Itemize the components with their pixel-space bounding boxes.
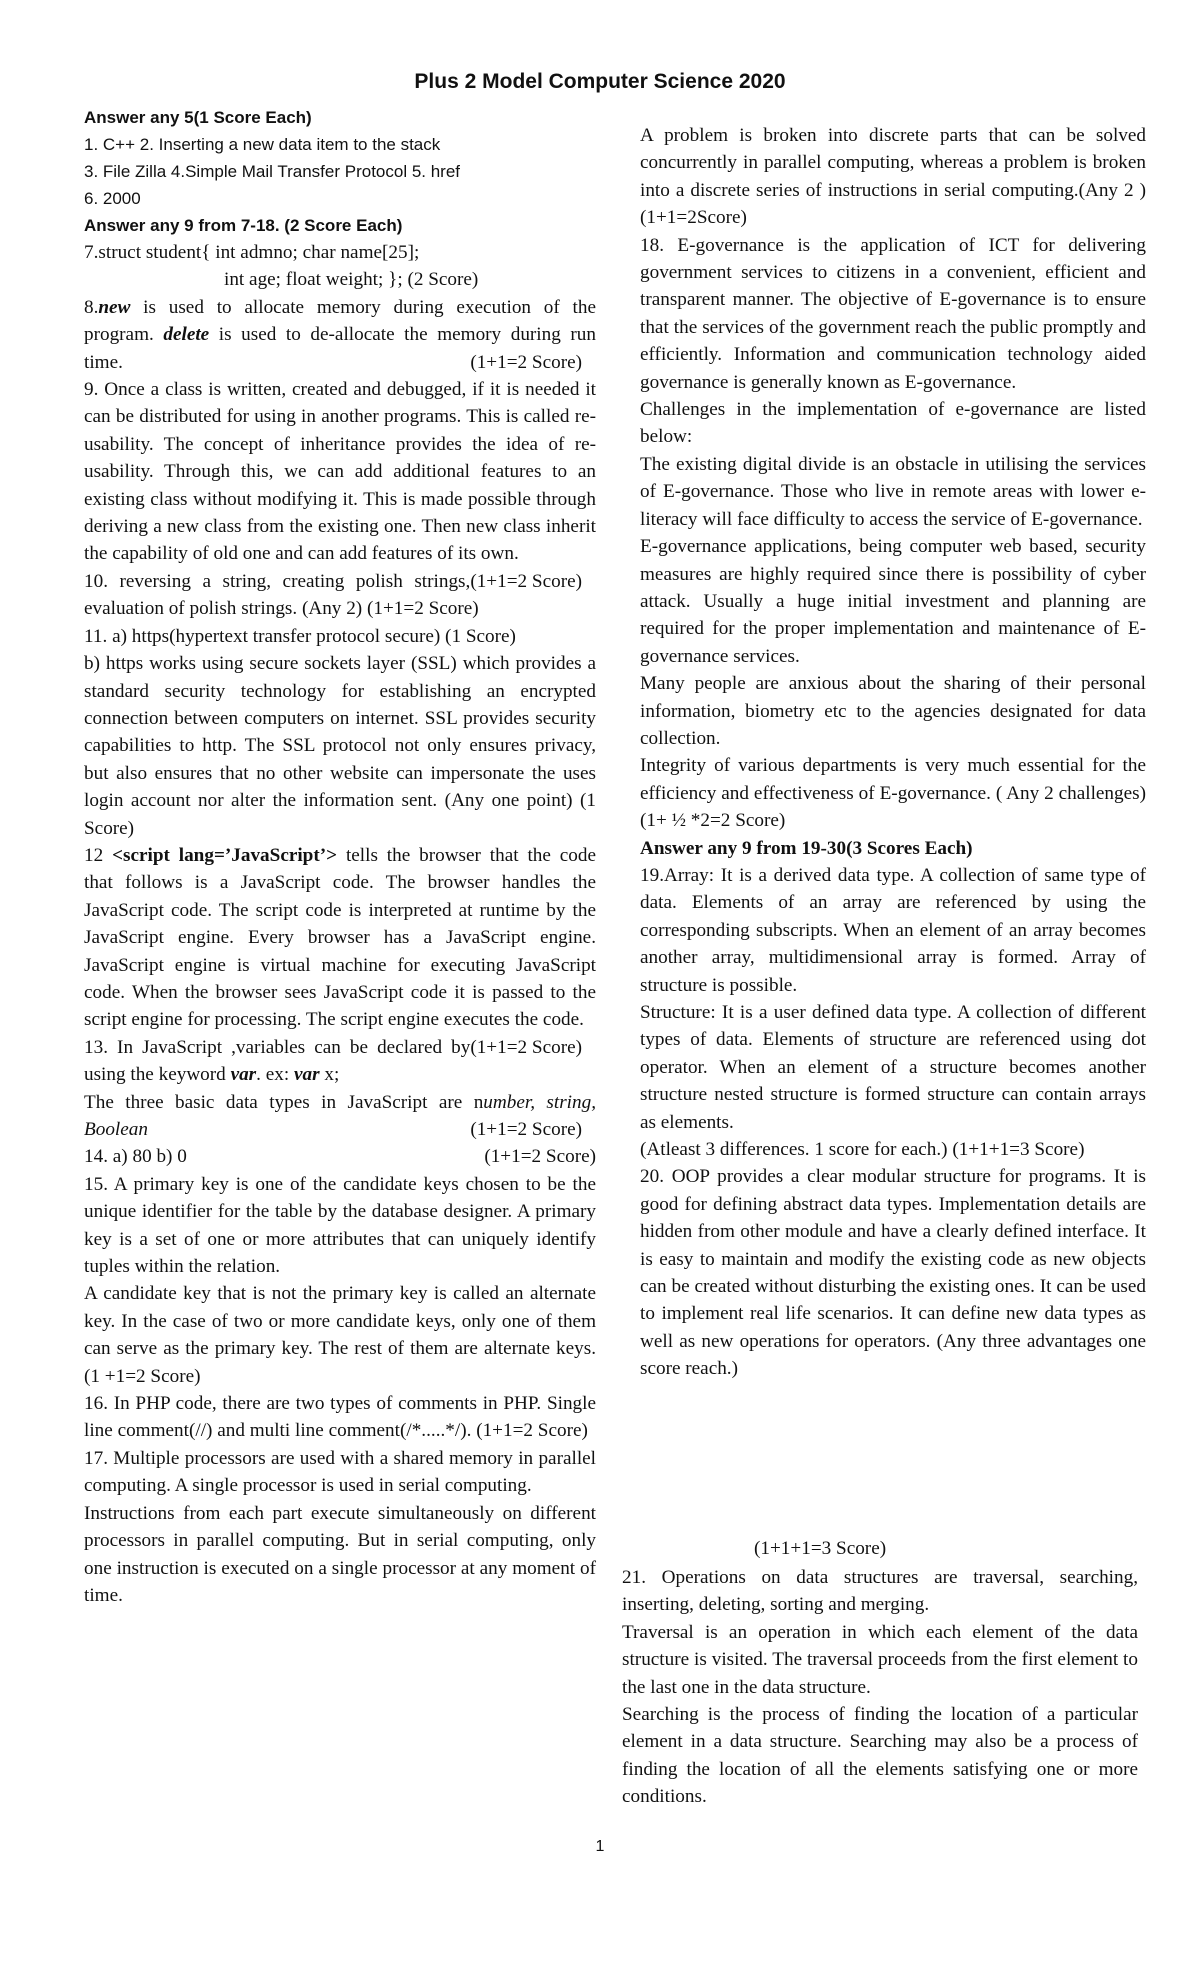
page-title: Plus 2 Model Computer Science 2020 — [414, 70, 786, 93]
answer-18c: The existing digital divide is an obstacle in utilising the services of E-governance. Those who live in remote areas with lower e-literacy will face difficulty to access the service of E-governance. — [640, 453, 1146, 530]
answer-21b: Traversal is an operation in which each element of the data structure is visited. The traversal proceeds from the first element to the last one in the data structure. — [622, 1621, 1138, 1698]
answer-18d: E-governance applications, being computer web based, security measures are highly required since there is possibility of cyber attack. Usually a huge initial investment and planning are required for the proper implementation and maintenance of E-governance services. — [640, 536, 1146, 667]
answer-12-text: tells the browser that the code that follows is a JavaScript code. The browser handles the JavaScript code. The script code is interpreted at runtime by the JavaScript engine. Every browser has a JavaScript engine. JavaScript engine is virtual machine for executing JavaScript code. When the browser sees JavaScript code it is passed to the script engine for processing. The script engine executes the code. — [84, 844, 596, 1031]
keyword-var: var — [230, 1064, 257, 1086]
answer-18f: Integrity of various departments is very much essential for the efficiency and effectiveness of E-governance. ( Any 2 challenges) (1+ ½ *2=2 Score) — [640, 755, 1146, 832]
section2-heading: Answer any 9 from 7-18. (2 Score Each) — [84, 216, 403, 235]
keyword-new: new — [98, 296, 131, 318]
left-column — [84, 104, 596, 1609]
answer-13b-text: The three basic data types in JavaScript are n — [84, 1091, 484, 1113]
answer-17a: 17. Multiple processors are used with a shared memory in parallel computing. A single processor is used in serial computing. — [84, 1447, 596, 1497]
answers-line-3: 6. 2000 — [84, 189, 141, 208]
answer-9-text: 9. Once a class is written, created and debugged, if it is needed it can be distributed for using in another programs. This is called re-usability. The concept of inheritance provides the idea of re-usability. Through this, we can add additional features to an existing class without modifying it. This is made possible through deriving a new class from the existing one. Then new class inherit the capability of old one and can add features of its own. — [84, 379, 596, 565]
answer-11b: b) https works using secure sockets layer (SSL) which provides a standard security technology for establishing an encrypted connection between computers on internet. SSL provides security capabilities to http. The SSL protocol not only ensures privacy, but also ensures that no other website can impersonate the uses login account nor alter the information sent. (Any one point) (1 Score) — [84, 653, 596, 839]
answer-19a: 19.Array: It is a derived data type. A collection of same type of data. Elements of an array are referenced by using the corresponding subscripts. When an element of an array becomes another array, multidimensional array is formed. Array of structure is possible. — [640, 864, 1146, 996]
keyword-var-example: var — [293, 1064, 320, 1086]
section1-heading: Answer any 5(1 Score Each) — [84, 108, 312, 127]
answer-13b-score: (1+1=2 Score) — [470, 1119, 582, 1140]
answer-10: 10. reversing a string, creating polish strings, evaluation of polish strings. (Any 2) (1+1=2 Score) — [84, 570, 479, 620]
answer-17c: A problem is broken into discrete parts that can be solved concurrently in parallel computing, whereas a problem is broken into a discrete series of instructions in serial computing.(Any 2 ) (1+1=2Score) — [640, 125, 1146, 229]
answer-19b: Structure: It is a user defined data type. A collection of different types of data. Elements of structure are referenced using dot operator. When an element of a structure becomes another structure nested structure is formed structure can contain arrays as elements. — [640, 1002, 1146, 1133]
right-column — [640, 122, 1146, 1383]
answer-13-text-2: . ex: — [256, 1064, 294, 1086]
answer-12-number: 12 — [84, 844, 113, 866]
answer-8-number: 8. — [84, 296, 99, 318]
answer-12 — [84, 842, 596, 1058]
answer-8 — [84, 294, 596, 376]
answer-20-score-overlap: (1+1+1=3 Score) — [754, 1538, 887, 1559]
answer-8-text-2: is used to de-allocate the memory during run time. — [84, 324, 596, 373]
answer-14-text: 14. a) 80 b) 0 — [84, 1146, 187, 1168]
answer-13-text-3: x; — [319, 1064, 340, 1086]
section3-heading: Answer any 9 from 19-30(3 Scores Each) — [640, 837, 973, 859]
answers-line-2: 3. File Zilla 4.Simple Mail Transfer Protocol 5. href — [84, 162, 461, 181]
answers-line-1: 1. C++ 2. Inserting a new data item to the stack — [84, 135, 441, 154]
data-types-list: umber, string, Boolean — [84, 1091, 596, 1140]
page-number: 1 — [595, 1838, 605, 1855]
answer-15b: A candidate key that is not the primary key is called an alternate key. In the case of two or more candidate keys, only one of them can serve as the primary key. The rest of them are alternate keys. (1 +1=2 Score) — [84, 1283, 596, 1387]
answer-13-text-1: 13. In JavaScript ,variables can be declared by using the keyword — [84, 1036, 471, 1086]
answer-8-text-1: is used to allocate memory during execution of the program. — [84, 296, 596, 346]
answer-16: 16. In PHP code, there are two types of comments in PHP. Single line comment(//) and multi line comment(/*.....*/). (1+1=2 Score) — [84, 1393, 596, 1442]
answer-18a: 18. E-governance is the application of ICT for delivering government services to citizens in a convenient, efficient and transparent manner. The objective of E-governance is to ensure that the services of the government reach the public promptly and efficiently. Information and communication technology aided governance is generally known as E-governance. — [640, 234, 1146, 393]
answer-7a: 7.struct student{ int admno; char name[25]; — [84, 242, 420, 263]
answer-14-score: (1+1=2 Score) — [484, 1146, 596, 1168]
answer-21-block — [622, 1564, 1138, 1811]
answer-14 — [84, 1143, 596, 1170]
answer-21c: Searching is the process of finding the location of a particular element in a data structure. Searching may also be a process of finding the location of all the elements satisfying one or more conditions. — [622, 1704, 1138, 1808]
answer-21a: 21. Operations on data structures are traversal, searching, inserting, deleting, sorting and merging. — [622, 1567, 1138, 1616]
answer-9-score: (1+1=2 Score) — [470, 570, 582, 592]
answer-20: 20. OOP provides a clear modular structure for programs. It is good for defining abstract data types. Implementation details are hidden from other module and have a clearly defined interface. It is easy to maintain and modify the existing code as new objects can be created without disturbing the existing ones. It can be used to implement real life scenarios. It can define new data types as well as new operations for operators. (Any three advantages one score reach.) — [640, 1166, 1146, 1380]
answer-8-score: (1+1=2 Score) — [470, 351, 582, 373]
answer-12-score: (1+1=2 Score) — [470, 1036, 582, 1058]
keyword-delete: delete — [163, 324, 210, 346]
answer-9 — [84, 376, 596, 592]
answer-7b: int age; float weight; }; (2 Score) — [224, 269, 479, 291]
answer-11a: 11. a) https(hypertext transfer protocol secure) (1 Score) — [84, 625, 516, 647]
answer-19c: (Atleast 3 differences. 1 score for each.) (1+1+1=3 Score) — [640, 1139, 1085, 1161]
answer-13b — [84, 1089, 596, 1144]
script-tag-text: <script lang=’JavaScript’> — [112, 844, 338, 866]
answer-18e: Many people are anxious about the sharing of their personal information, biometry etc to the agencies designated for data collection. — [640, 673, 1146, 749]
answer-18b: Challenges in the implementation of e-governance are listed below: — [640, 399, 1146, 448]
answer-15a: 15. A primary key is one of the candidate keys chosen to be the unique identifier for the table by the database designer. A primary key is a set of one or more attributes that can uniquely identify tuples within the relation. — [84, 1173, 596, 1278]
answer-17b: Instructions from each part execute simultaneously on different processors in parallel computing. But in serial computing, only one instruction is executed on a single processor at any moment of time. — [84, 1502, 596, 1606]
